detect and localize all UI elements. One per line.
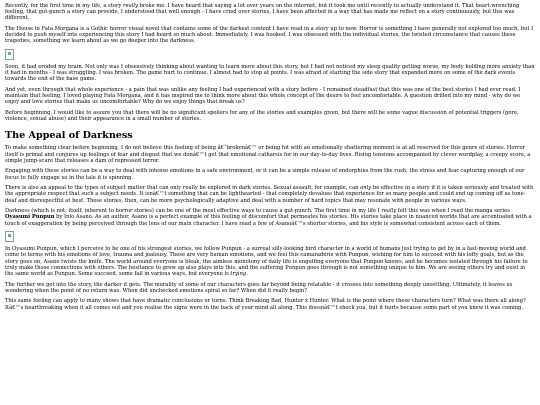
paragraph-5: Before beginning, I would like to assure you that there will be no significant spoilers for any of the stories and examples given, but there will be some vague discussion of potential triggers (gore, violence, sexual abuse) and their appearance in a small number of stories. (5, 110, 519, 123)
broken-image-icon (5, 231, 14, 242)
emphasis-really: really (123, 3, 138, 9)
paragraph-10: In Oyasumi Punpun, which I perceive to be one of his strongest stories, we follow Punpun - a surreal silly-looking bird character in a world of humans just trying to get by in a fast-moving world and come to terms with his emotions of love, trauma and jealousy. These are very human emotions, and we feel this camaraderie with Punpun, wishing for him to succeed with his lofty goals, but as the story goes on, Asano twists the knife. The world around everyone is bleak, the aimless monotony of daily life is engulfing everyone that Punpun knows, and he becomes isolated through his failure to truly make those connections with others. The hesitance to grow up also plays into this, and the suffering Punpun goes through is not something unique to him. We are seeing others try and exist in the same world as Punpun. Some succeed, some fail in various ways, but everyone is trying. (5, 246, 528, 278)
emphasis-only: only (360, 185, 372, 192)
emphasis-trying: trying (230, 271, 247, 278)
paragraph-3: Soon, it had eroded my brain. Not only was I obsessively thinking about wanting to learn more about this story, but I had not noticed my sleep quality getting worse, my body holding more anxiety than it had in months - I was struggling. I was broken. The game hurt to continue. I almost had to stop at points. I was afraid of starting the side story that expanded more on some of the dark events towards the end of the base game. (5, 64, 535, 83)
paragraph-12: This same feeling can apply to many shows that have dramatic conclusions or turns. Think Breaking Bad, Hunter x Hunter. What is the point where these characters turn? What was there all along? Itâ€™s heartbreaking when it all comes out and you realise the signs were in the back of your mind all along. This doesnâ€™t shock you, but it hurts because some part of you knew it was coming. (5, 298, 526, 311)
broken-image-icon (5, 49, 14, 60)
paragraph-7: Engaging with these stories can be a way to deal with intense emotions in a safe environment, or it can be a simple release of endorphins from the rush, the stress and fear capturing enough of our focus to fully engage us in the tale it is spinning. (5, 168, 525, 181)
section-heading: The Appeal of Darkness (5, 130, 133, 142)
paragraph-4: And yet, even through that whole experience - a pain that was unlike any feeling I had experienced with a story before - I remained steadfast that this was one of the best stories I had ever read. I maintain that feeling, I loved playing Fata Morgana, and it has inspired me to think more about this whole concept of the desire to feel uncomfortable. A question drilled into my mind - why do we enjoy and love stories that make us uncomfortable? Why do we enjoy things that break us? (5, 87, 521, 106)
emphasis-really-2: really (381, 208, 397, 215)
paragraph-11: The further we get into the story, the darker it gets. The morality of some of our characters goes far beyond being relatable - it crosses into something deeply unsettling. Ultimately, it leaves us wondering when the point of no return was. When did unchecked emotions spiral so far? When did it really begin? (5, 281, 513, 294)
paragraph-8: There is also an appeal to the types of subject matter that can only really be explored in dark stories. Sexual assault, for example, can only be effective in a story if it is taken seriously and treated with the appropriate respect that such a subject needs. It isnâ€™t something that can be lighthearted - that completely devalues that experience for so many people and could end up coming off as tone-deaf and disrespectful at best. These stories, then, can be more psychologically adaptive and deal with a number of hard topics that may resonate with people in various ways. (5, 185, 534, 204)
paragraph-2: The House in Fata Morgana is a Gothic horror visual novel that contains some of the darkest content I have read in a story up to now. Horror is something I have generally not explored too much, but I decided to push myself into experiencing this story I had heard so much about. Immediately, I was hooked. I was obsessed with the individual stories, the twisted circumstance that causes these tragedies, something we learn about as we go deeper into the darkness. (5, 26, 534, 45)
manga-title: Oyasumi Punpun (5, 214, 55, 221)
paragraph-9: Darkness (which is not, itself, inherent to horror stories) can be one of the most effective ways to cause a gut-punch. The first time in my life I really felt this was when I read the manga series Oyasumi Punpun by Inio Asano. As an author, Asano is a perfect example of this feeling of discomfort that permeates his stories. His stories take place in nuanced worlds that are accentuated with a touch of exaggeration by being perceived through the lens of our main character. I have read a few of Asanoâ€™s shorter stories, and his style is somewhat consistent across each of them. (5, 208, 532, 227)
paragraph-1: Recently, for the first time in my life, a story really broke me. I have heard that saying a lot over years on the internet, but it took me until recently to actually understand it. That heart-wrenching feeling, that gut-punch a story can provide, I understood that well enough - I have cried over stories, I have been affected in a way that has made me reflect on a story continuously, but this was different. (5, 3, 520, 22)
paragraph-6: To make something clear before beginning, I do not believe this feeling of being â€˜brokenâ€™ or being hit with an emotionally shattering moment is at all reserved for this genre of stories. Horror itself is primal and conjures up feelings of fear and disgust that we donâ€™t get that emotional catharsis for in our day-to-day lives. Rising tensions accompanied by clever wordplay, a creepy score, a simple jump-scare that releases a dam of repressed terror. (5, 145, 531, 164)
